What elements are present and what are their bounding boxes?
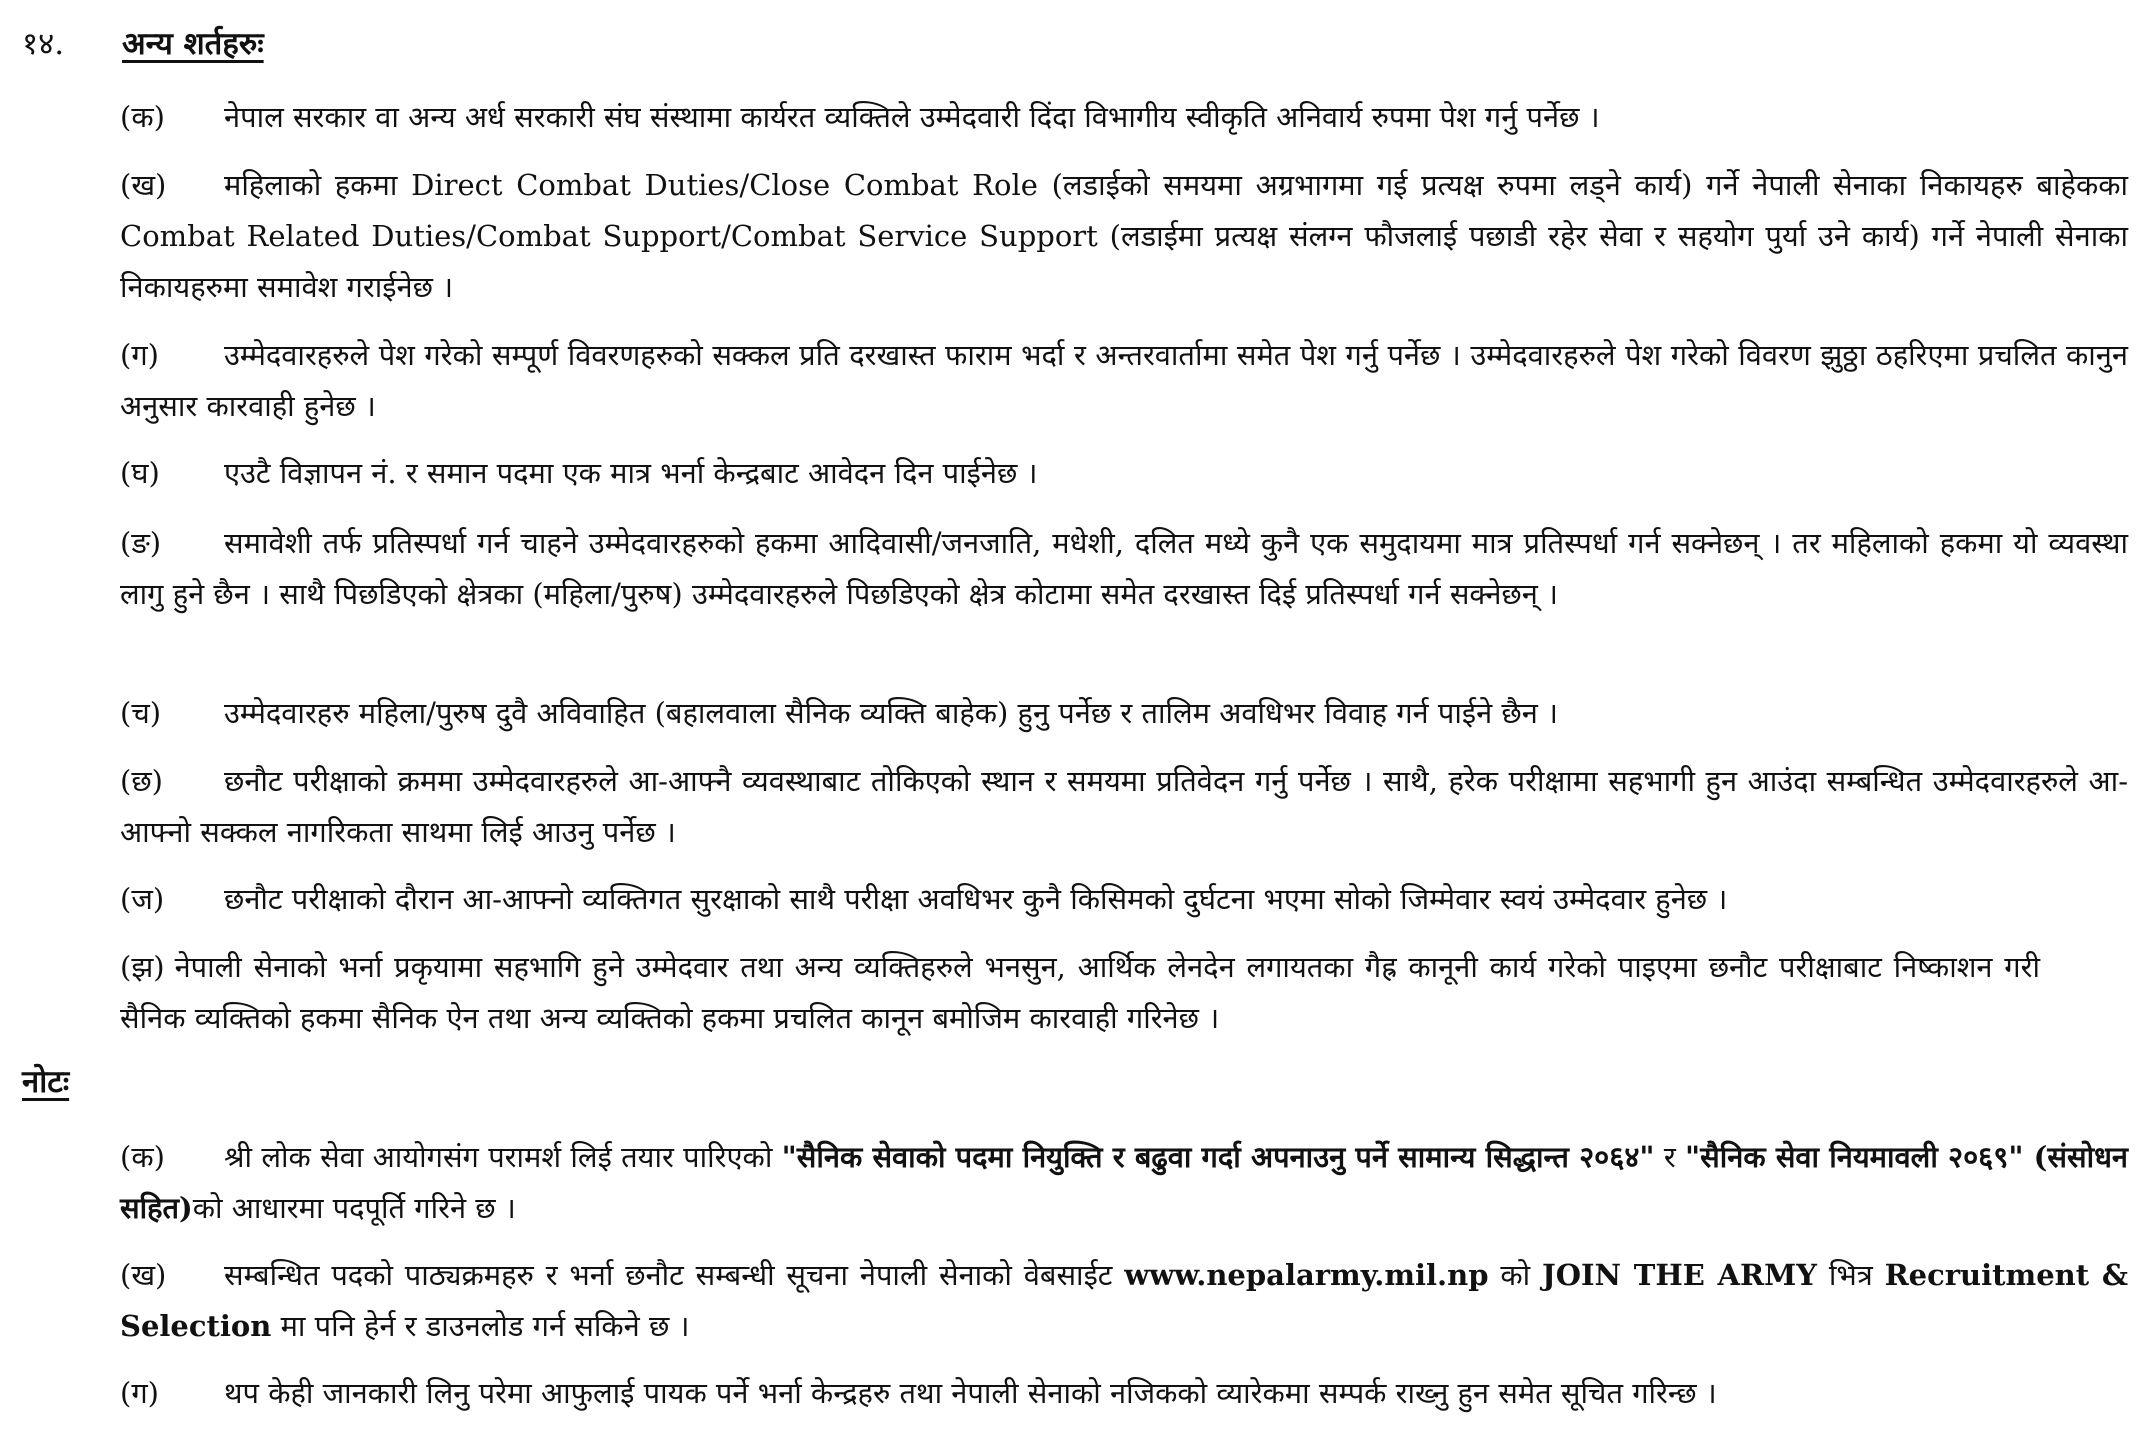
- item-text: छनौट परीक्षाको क्रममा उम्मेदवारहरुले आ-आफ्नै व्यवस्थाबाट तोकिएको स्थान र समयमा प्रतिवेदन गर्नु पर्नेछ । साथै, हरेक परीक्षामा सहभागी हुन आउंदा सम्बन्धित उम्मेदवारहरुले आ-आफ्नो सक्कल नागरिकता साथमा लिई आउनु पर्नेछ ।: [120, 764, 2128, 849]
- note-bold-text: Recruitment & Selection: [120, 1258, 2129, 1343]
- note-text: र: [1663, 1140, 1676, 1174]
- note-text: श्री लोक सेवा आयोगसंग परामर्श लिई तयार पारिएको: [224, 1140, 773, 1174]
- item-label: (ग): [120, 338, 159, 372]
- condition-item-ga: [120, 330, 2128, 432]
- note-label: (ग): [120, 1376, 159, 1410]
- condition-item-ka: [120, 92, 2128, 143]
- condition-item-chha: [120, 756, 2128, 858]
- note-text: भित्र: [1828, 1258, 1873, 1292]
- note-bold-text: "सैनिक सेवाको पदमा नियुक्ति र बढुवा गर्दा अपनाउनु पर्ने सामान्य सिद्धान्त २०६४": [781, 1140, 1655, 1174]
- condition-item-cha: [120, 688, 2128, 739]
- section-heading: [22, 22, 264, 72]
- note-text: मा पनि हेर्न र डाउनलोड गर्न सकिने छ ।: [280, 1309, 690, 1343]
- condition-item-kha: [120, 160, 2128, 313]
- condition-item-ja: [120, 874, 2128, 925]
- item-text: महिलाको हकमा Direct Combat Duties/Close Combat Role (लडाईको समयमा अग्रभागमा गई प्रत्यक्ष रुपमा लड्ने कार्य) गर्ने नेपाली सेनाका निकायहरु बाहेकका Combat Related Duties/Combat Support/Combat Service Support (लडाईमा प्रत्यक्ष संलग्न फौजलाई पछाडी रहेर सेवा र सहयोग पुर्या उने कार्य) गर्ने नेपाली सेनाका निकायहरुमा समावेश गराईनेछ ।: [120, 168, 2128, 304]
- item-text: समावेशी तर्फ प्रतिस्पर्धा गर्न चाहने उम्मेदवारहरुको हकमा आदिवासी/जनजाति, मधेशी, दलित मध्ये कुनै एक समुदायमा मात्र प्रतिस्पर्धा गर्न सक्नेछन् । तर महिलाको हकमा यो व्यवस्था लागु हुने छैन । साथै पिछडिएको क्षेत्रका (महिला/पुरुष) उम्मेदवारहरुले पिछडिएको क्षेत्र कोटामा समेत दरखास्त दिई प्रतिस्पर्धा गर्न सक्नेछन् ।: [120, 526, 2128, 611]
- note-bold-text: JOIN THE ARMY: [1542, 1258, 1817, 1292]
- condition-item-nga: [120, 518, 2128, 620]
- note-item-kha: [120, 1250, 2128, 1352]
- item-label: (क): [120, 100, 165, 134]
- item-label: (ज): [120, 882, 165, 916]
- item-text: उम्मेदवारहरु महिला/पुरुष दुवै अविवाहित (बहालवाला सैनिक व्यक्ति बाहेक) हुनु पर्नेछ र तालिम अवधिभर विवाह गर्न पाईने छैन ।: [224, 696, 1559, 730]
- note-heading: नोटः: [22, 1064, 70, 1100]
- item-label: (ख): [120, 168, 167, 202]
- note-item-ka: [120, 1132, 2128, 1234]
- item-text: एउटै विज्ञापन नं. र समान पदमा एक मात्र भर्ना केन्द्रबाट आवेदन दिन पाईनेछ ।: [224, 456, 1038, 490]
- section-number: १४.: [22, 26, 65, 62]
- condition-item-gha: [120, 448, 2128, 499]
- note-text: थप केही जानकारी लिनु परेमा आफुलाई पायक पर्ने भर्ना केन्द्रहरु तथा नेपाली सेनाको नजिकको व्यारेकमा सम्पर्क राख्नु हुन समेत सूचित गरिन्छ ।: [224, 1376, 1717, 1410]
- item-text: नेपाली सेनाको भर्ना प्रकृयामा सहभागि हुने उम्मेदवार तथा अन्य व्यक्तिहरुले भनसुन, आर्थिक लेनदेन लगायतका गैह्र कानूनी कार्य गरेको पाइएमा छनौट परीक्षाबाट निष्काशन गरी सैनिक व्यक्तिको हकमा सैनिक ऐन तथा अन्य व्यक्तिको हकमा प्रचलित कानून बमोजिम कारवाही गरिनेछ ।: [120, 950, 2040, 1035]
- item-label: (च): [120, 696, 162, 730]
- condition-item-jha: [120, 942, 2040, 1044]
- item-label: (छ): [120, 764, 163, 798]
- note-text: सम्बन्धित पदको पाठ्यक्रमहरु र भर्ना छनौट सम्बन्धी सूचना नेपाली सेनाको वेबसाईट: [224, 1258, 1113, 1292]
- note-text: को: [1500, 1258, 1531, 1292]
- item-label: (घ): [120, 456, 160, 490]
- note-label: (क): [120, 1140, 165, 1174]
- item-text: छनौट परीक्षाको दौरान आ-आफ्नो व्यक्तिगत सुरक्षाको साथै परीक्षा अवधिभर कुनै किसिमको दुर्घटना भएमा सोको जिम्मेवार स्वयं उम्मेदवार हुनेछ ।: [224, 882, 1728, 916]
- note-bold-text: "सैनिक सेवा नियमावली २०६९" (संसोधन सहित): [120, 1140, 2129, 1225]
- item-text: नेपाल सरकार वा अन्य अर्ध सरकारी संघ संस्थामा कार्यरत व्यक्तिले उम्मेदवारी दिंदा विभागीय स्वीकृति अनिवार्य रुपमा पेश गर्नु पर्नेछ ।: [224, 100, 1600, 134]
- note-item-ga: [120, 1368, 2128, 1419]
- note-label: (ख): [120, 1258, 167, 1292]
- item-label: (ङ): [120, 526, 162, 560]
- website-url: www.nepalarmy.mil.np: [1124, 1258, 1489, 1292]
- item-label: (झ): [120, 950, 165, 984]
- section-title: अन्य शर्तहरुः: [122, 26, 264, 62]
- note-text: को आधारमा पदपूर्ति गरिने छ ।: [192, 1191, 516, 1225]
- item-text: उम्मेदवारहरुले पेश गरेको सम्पूर्ण विवरणहरुको सक्कल प्रति दरखास्त फाराम भर्दा र अन्तरवार्तामा समेत पेश गर्नु पर्नेछ । उम्मेदवारहरुले पेश गरेको विवरण झुठ्ठा ठहरिएमा प्रचलित कानुन अनुसार कारवाही हुनेछ ।: [120, 338, 2128, 423]
